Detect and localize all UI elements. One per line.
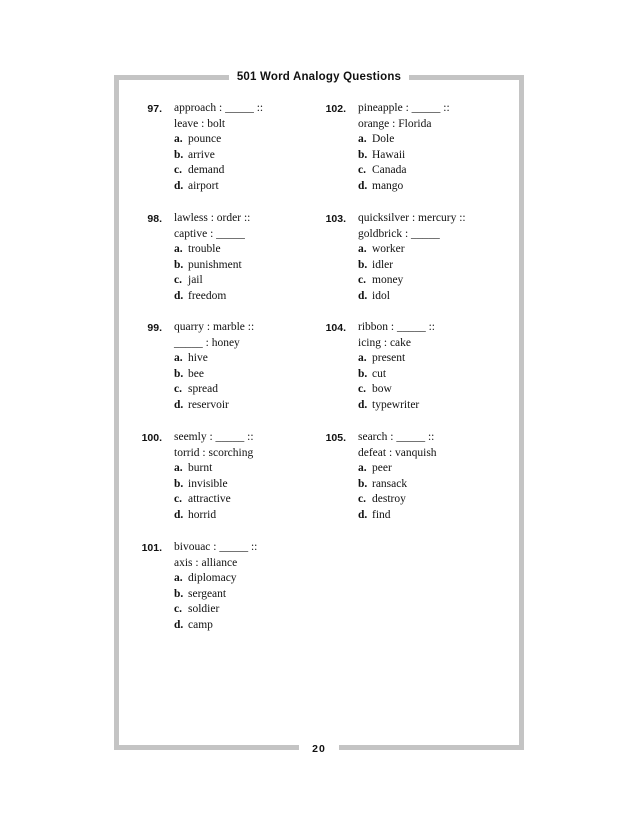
option-d: d. airport <box>174 179 219 192</box>
analogy-line-2: captive : _____ <box>174 227 245 240</box>
option-a: a. Dole <box>358 133 395 146</box>
option-b: b. bee <box>174 367 204 380</box>
analogy-line-1: quicksilver : mercury :: <box>358 212 466 224</box>
option-c: c. demand <box>174 164 225 177</box>
question-body <box>174 211 314 305</box>
option-d: d. freedom <box>174 289 227 302</box>
option-b: b. sergeant <box>174 587 227 600</box>
analogy-line-1: quarry : marble :: <box>174 321 255 333</box>
question-body <box>358 101 498 195</box>
question-body <box>174 540 314 634</box>
option-c: c. jail <box>174 274 203 287</box>
question-number: 98. <box>147 213 162 225</box>
analogy-line-2: icing : cake <box>358 336 412 349</box>
question-body <box>358 211 498 305</box>
option-a: a. peer <box>358 462 392 475</box>
analogy-line-1: lawless : order :: <box>174 212 251 224</box>
option-a: a. burnt <box>174 462 213 475</box>
option-d: d. mango <box>358 179 404 192</box>
option-c: c. soldier <box>174 603 220 616</box>
question-body <box>174 430 314 524</box>
option-a: a. present <box>358 352 406 365</box>
analogy-line-2: defeat : vanquish <box>358 446 437 459</box>
page-number: 20 <box>299 738 339 760</box>
question-number: 104. <box>325 322 346 334</box>
option-b: b. punishment <box>174 258 242 271</box>
option-a: a. diplomacy <box>174 572 237 585</box>
analogy-line-1: ribbon : _____ :: <box>358 321 435 333</box>
option-b: b. cut <box>358 367 387 380</box>
option-c: c. Canada <box>358 164 407 177</box>
option-c: c. attractive <box>174 493 231 506</box>
option-b: b. Hawaii <box>358 148 406 161</box>
option-a: a. trouble <box>174 243 221 256</box>
analogy-line-2: orange : Florida <box>358 117 432 130</box>
option-b: b. idler <box>358 258 394 271</box>
question-body <box>174 101 314 195</box>
analogy-line-1: pineapple : _____ :: <box>358 102 450 114</box>
question-body <box>174 320 314 414</box>
option-d: d. find <box>358 508 391 521</box>
option-a: a. worker <box>358 243 405 256</box>
question-number: 102. <box>325 103 346 115</box>
option-d: d. idol <box>358 289 390 302</box>
analogy-line-1: bivouac : _____ :: <box>174 541 258 553</box>
option-c: c. bow <box>358 383 392 396</box>
analogy-line-2: _____ : honey <box>174 336 240 349</box>
analogy-line-1: seemly : _____ :: <box>174 431 254 443</box>
question-body <box>358 320 498 414</box>
question-body <box>358 430 498 524</box>
question-number: 100. <box>141 432 162 444</box>
option-a: a. hive <box>174 352 208 365</box>
option-d: d. horrid <box>174 508 217 521</box>
option-c: c. spread <box>174 383 219 396</box>
question-number: 99. <box>147 322 162 334</box>
analogy-line-1: search : _____ :: <box>358 431 435 443</box>
option-c: c. money <box>358 274 404 287</box>
option-b: b. invisible <box>174 477 228 490</box>
option-c: c. destroy <box>358 493 406 506</box>
question-number: 97. <box>147 103 162 115</box>
question-number: 101. <box>141 542 162 554</box>
question-number: 103. <box>325 213 346 225</box>
option-d: d. reservoir <box>174 398 229 411</box>
option-d: d. typewriter <box>358 398 420 411</box>
option-b: b. arrive <box>174 148 215 161</box>
option-b: b. ransack <box>358 477 408 490</box>
analogy-line-2: torrid : scorching <box>174 446 254 459</box>
analogy-line-1: approach : _____ :: <box>174 102 264 114</box>
option-d: d. camp <box>174 618 213 631</box>
analogy-line-2: axis : alliance <box>174 556 238 569</box>
analogy-line-2: goldbrick : _____ <box>358 227 440 240</box>
question-number: 105. <box>325 432 346 444</box>
analogy-line-2: leave : bolt <box>174 117 226 130</box>
option-a: a. pounce <box>174 133 222 146</box>
page-header-title: 501 Word Analogy Questions <box>229 68 409 86</box>
